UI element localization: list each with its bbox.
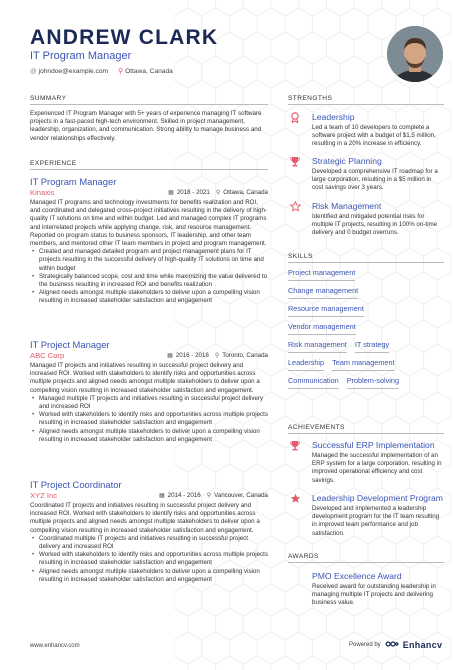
list-item: • Worked with stakeholders to identify risks and opportunities across multiple projects resulting in increased stakeholder satisfaction and engagement <box>30 411 268 427</box>
strength-desc: Led a team of 10 developers to complete a software project with a budget of $1.5 million, resulting in a 20% increase in efficiency. <box>312 124 436 148</box>
strength-item <box>288 156 444 193</box>
location-pin-icon: ⚲ <box>206 493 212 499</box>
skill-tag: IT strategy <box>355 340 389 353</box>
job-title: IT Project Manager <box>30 339 110 350</box>
strengths-heading: STRENGTHS <box>288 95 444 105</box>
achievements-heading: ACHIEVEMENTS <box>288 424 444 434</box>
skill-tag: Vendor management <box>288 322 356 335</box>
job-entry <box>30 339 268 444</box>
company-name: ABC Corp <box>30 351 65 360</box>
star-icon <box>288 201 302 238</box>
enhancv-brand: Enhancv <box>402 640 443 650</box>
skills-list <box>288 268 444 394</box>
job-location: Toronto, Canada <box>222 352 268 359</box>
achievement-item <box>288 440 444 485</box>
achievement-title: Leadership Development Program <box>312 493 443 503</box>
strength-title: Leadership <box>312 112 355 122</box>
website-link[interactable]: www.enhancv.com <box>30 643 80 649</box>
powered-by-label: Powered by <box>349 642 381 648</box>
star-icon <box>288 493 302 538</box>
job-title: IT Project Coordinator <box>30 479 122 490</box>
location-pin-icon: ⚲ <box>215 190 221 196</box>
at-icon: @ <box>30 67 37 75</box>
skill-tag: Leadership <box>288 358 324 371</box>
strength-item <box>288 201 444 238</box>
summary-heading: SUMMARY <box>30 95 268 105</box>
skill-tag: Resource management <box>288 304 364 317</box>
job-dates: 2014 - 2016 <box>167 492 201 499</box>
job-bullets <box>30 535 268 584</box>
trophy-icon <box>288 440 302 485</box>
awards-heading: AWARDS <box>288 553 444 563</box>
strength-title: Strategic Planning <box>312 156 382 166</box>
avatar <box>387 26 443 82</box>
strength-item <box>288 112 444 149</box>
summary-text: Experienced IT Program Manager with 5+ years of experience managing IT software projects in a fast-paced high-tech environment. Skilled in project management, leadership, organization, and communication. Strong ability to manage business and vendor relationships effectively. <box>30 110 262 142</box>
list-item: • Aligned needs amongst multiple stakeholders to deliver upon a compelling vision resulting in increased stakeholder satisfaction and engagement <box>30 289 268 305</box>
job-entry <box>30 176 268 306</box>
skill-tag: Problem-solving <box>347 376 399 389</box>
company-name: Kinaxis <box>30 188 55 197</box>
email-item[interactable] <box>30 68 108 75</box>
job-description: Managed IT projects and initiatives resulting in successful project delivery and increased ROI. Worked with stakeholders to identify risks and opportunities across multiple projects and aligned needs amongst multiple stakeholders to deliver upon a compelling vision resulting in increased stakeholder satisfaction and engagement. <box>30 362 260 394</box>
calendar-icon: ▦ <box>167 353 173 359</box>
award-title: PMO Excellence Award <box>312 571 402 581</box>
job-bullets <box>30 395 268 444</box>
achievement-title: Successful ERP Implementation <box>312 440 435 450</box>
location-item <box>118 67 173 75</box>
job-title: IT Program Manager <box>30 176 117 187</box>
job-location: Ottawa, Canada <box>223 189 268 196</box>
calendar-icon: ▦ <box>168 190 174 196</box>
list-item: • Worked with stakeholders to identify risks and opportunities across multiple projects resulting in increased stakeholder satisfaction and engagement <box>30 551 268 567</box>
location-pin-icon: ⚲ <box>117 68 124 75</box>
list-item: • Managed multiple IT projects and initiatives resulting in successful project delivery and increased ROI <box>30 395 268 411</box>
skills-heading: SKILLS <box>288 253 444 263</box>
powered-by[interactable] <box>349 640 442 650</box>
candidate-name: ANDREW CLARK <box>30 26 219 49</box>
location-pin-icon: ⚲ <box>214 353 220 359</box>
company-name: XYZ Inc <box>30 491 58 500</box>
list-item: • Strategically balanced scope, cost and time while maximizing the value delivered to the business resulting in increased ROI and benefits realization <box>30 273 268 289</box>
list-item: • Aligned needs amongst multiple stakeholders to deliver upon a compelling vision resulting in increased stakeholder satisfaction and engagement <box>30 568 268 584</box>
strength-title: Risk Management <box>312 201 382 211</box>
candidate-role: IT Program Manager <box>30 50 132 62</box>
skill-tag: Communication <box>288 376 339 389</box>
experience-heading: EXPERIENCE <box>30 160 268 170</box>
job-location: Vancouver, Canada <box>214 492 268 499</box>
list-item: • Aligned needs amongst multiple stakeholders to deliver upon a compelling vision resulting in increased stakeholder satisfaction and engagement <box>30 428 268 444</box>
achievement-item <box>288 493 444 538</box>
trophy-icon <box>288 156 302 193</box>
skill-tag: Project management <box>288 268 355 281</box>
enhancv-logo-icon <box>385 640 399 650</box>
award-item <box>288 571 444 608</box>
job-entry <box>30 479 268 584</box>
list-item: • Coordinated multiple IT projects and initiatives resulting in successful project delivery and increased ROI <box>30 535 268 551</box>
strength-desc: Developed a comprehensive IT roadmap for a large corporation, resulting in a $5 million in cost savings over 3 years. <box>312 168 438 192</box>
job-description: Managed IT programs and technology investments for benefits realization and ROI, and coordinated and delegated cross-project initiatives resulting in the delivery of high-quality IT solutions on time and within budget. Led and managed complex IT programs and interrelated projects while applying change, risk, and resource management. Reported on program status to business sponsors, IT leadership, and other team members, and mentored other IT team members in project and program management. <box>30 199 267 248</box>
location-text: Ottawa, Canada <box>125 67 173 75</box>
job-dates: 2016 - 2018 <box>175 352 209 359</box>
list-item: • Created and managed detailed program and project management plans for IT projects resulting in the successful delivery of high-quality IT solutions on time and within budget <box>30 248 268 273</box>
achievement-desc: Managed the successful implementation of an ERP system for a large corporation, resulting in improved operational efficiency and cost savings. <box>312 452 442 484</box>
skill-tag: Team management <box>332 358 394 371</box>
skill-tag: Risk management <box>288 340 347 353</box>
calendar-icon: ▦ <box>158 493 165 499</box>
email-text: johndoe@example.com <box>38 67 108 75</box>
job-dates: 2018 - 2021 <box>176 189 210 196</box>
ribbon-icon <box>288 112 302 149</box>
job-description: Coordinated IT projects and initiatives resulting in successful project delivery and increased ROI. Worked with stakeholders to identify risks and opportunities across multiple projects and aligned needs amongst multiple stakeholders to deliver upon a compelling vision resulting in increased stakeholder satisfaction and engagement. <box>30 502 260 534</box>
award-desc: Received award for outstanding leadership in managing multiple IT projects and delivering business value. <box>312 583 436 607</box>
strength-desc: Identified and mitigated potential risks for multiple IT projects, resulting in 100% on-time delivery and 0 budget overruns. <box>312 213 438 237</box>
contact-info <box>30 67 173 75</box>
skill-tag: Change management <box>288 286 358 299</box>
achievement-desc: Developed and implemented a leadership development program for the IT team resulting in improved team performance and job satisfaction. <box>312 505 440 537</box>
job-bullets <box>30 248 268 305</box>
